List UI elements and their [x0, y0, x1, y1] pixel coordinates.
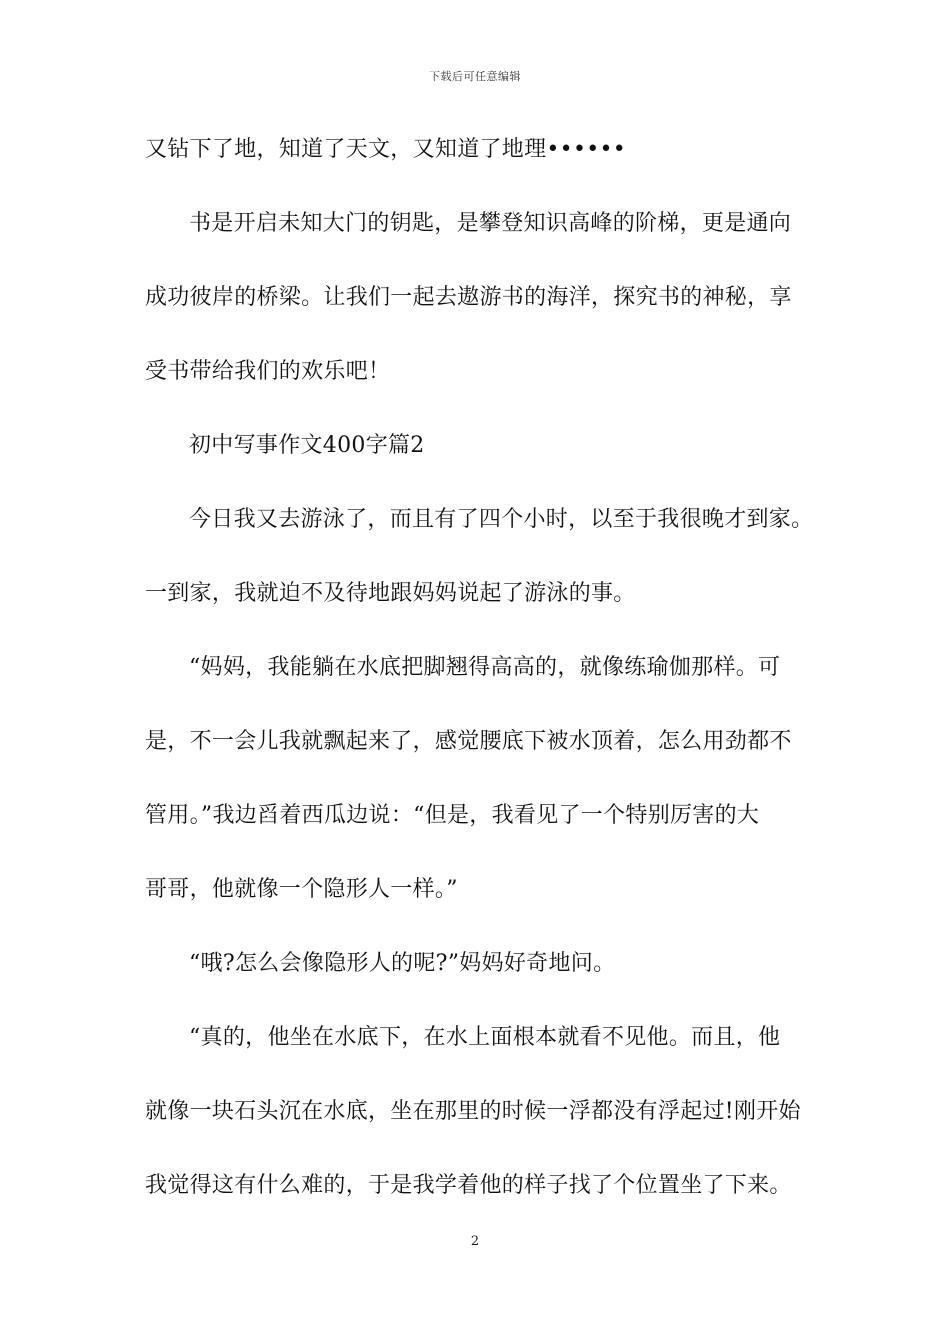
page-header: 下载后可任意编辑 — [429, 70, 521, 83]
page-number: 2 — [470, 1234, 480, 1249]
section-heading: 初中写事作文400字篇2 — [189, 433, 425, 458]
body-line: 受书带给我们的欢乐吧！ — [145, 359, 391, 384]
body-line: 我觉得这有什么难的，于是我学着他的样子找了个位置坐了下来。 — [145, 1173, 792, 1198]
body-line: 今日我又去游泳了，而且有了四个小时，以至于我很晚才到家。 — [189, 507, 814, 532]
body-line: 就像一块石头沉在水底，坐在那里的时候一浮都没有浮起过!刚开始 — [145, 1099, 801, 1124]
body-line: “哦?怎么会像隐形人的呢?”妈妈好奇地问。 — [189, 951, 616, 976]
body-line: 哥哥，他就像一个隐形人一样。” — [145, 877, 458, 902]
body-line: 是，不一会儿我就飘起来了，感觉腰底下被水顶着，怎么用劲都不 — [145, 729, 792, 754]
body-line: 管用。”我边舀着西瓜边说：“但是，我看见了一个特别厉害的大 — [145, 803, 760, 828]
body-line: 一到家，我就迫不及待地跟妈妈说起了游泳的事。 — [145, 581, 636, 606]
body-line: 成功彼岸的桥梁。让我们一起去遨游书的海洋，探究书的神秘，享 — [145, 285, 792, 310]
body-line: 书是开启未知大门的钥匙，是攀登知识高峰的阶梯，更是通向 — [189, 211, 792, 236]
body-line: “真的，他坐在水底下，在水上面根本就看不见他。而且，他 — [189, 1025, 781, 1050]
body-line: 又钻下了地，知道了天文，又知道了地理•••••• — [145, 137, 627, 162]
body-line: “妈妈，我能躺在水底把脚翘得高高的，就像练瑜伽那样。可 — [189, 655, 781, 680]
